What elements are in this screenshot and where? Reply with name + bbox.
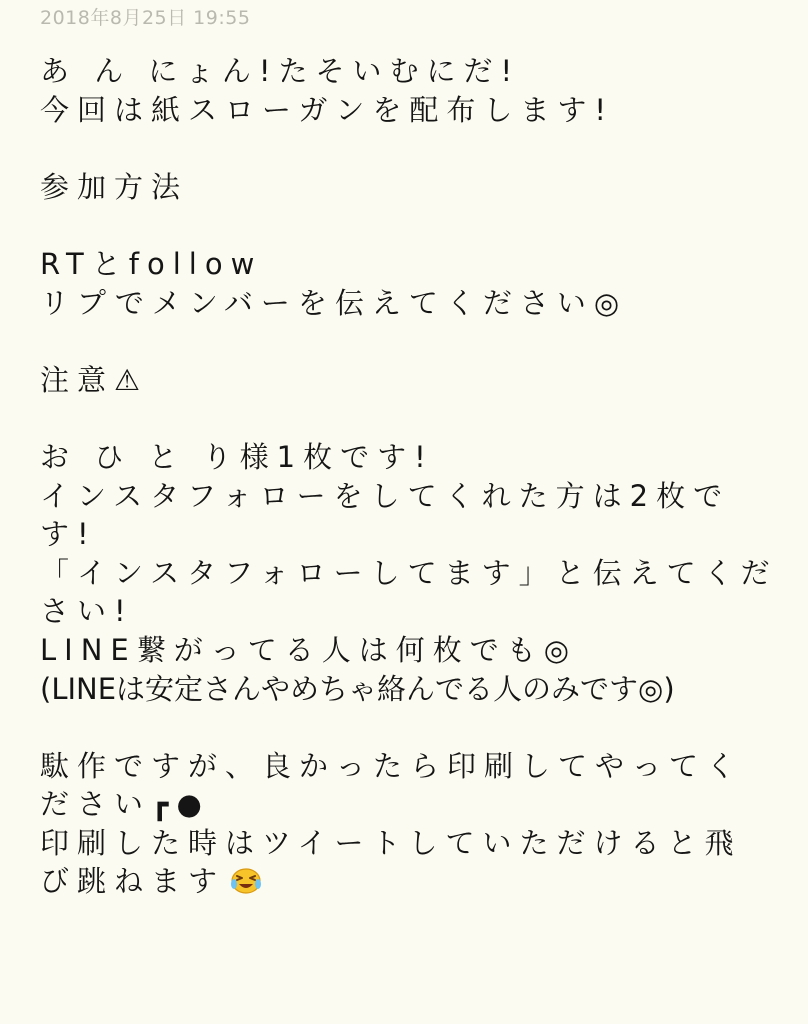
memo-line: 駄作ですが、良かったら印刷してやってく xyxy=(40,748,744,783)
memo-line: ださい┏● xyxy=(40,787,210,822)
crying-laughing-emoji-icon xyxy=(229,865,263,895)
memo-blank-line xyxy=(40,129,770,168)
memo-line: RTとfollow xyxy=(40,246,263,281)
memo-blank-line xyxy=(40,708,770,747)
memo-line: あ ん にょん!たそいむにだ! xyxy=(40,54,521,88)
memo-line: さい! xyxy=(40,594,134,629)
memo-line: 参加方法 xyxy=(40,169,189,204)
memo-line: お ひ と り様1枚です! xyxy=(40,439,434,474)
memo-line: 今回は紙スローガンを配布します! xyxy=(40,92,615,127)
memo-line: す! xyxy=(40,517,97,552)
memo-line: (LINEは安定さんやめちゃ絡んでる人のみです◎) xyxy=(40,671,675,706)
memo-line-last xyxy=(40,862,770,901)
memo-line: インスタフォローをしてくれた方は2枚で xyxy=(40,478,731,513)
memo-line-text: び跳ねます xyxy=(40,864,226,899)
memo-blank-line xyxy=(40,322,770,361)
memo-body[interactable] xyxy=(40,52,778,901)
memo-line: リプでメンバーを伝えてください◎ xyxy=(40,285,628,320)
memo-timestamp: 2018年8月25日 19:55 xyxy=(40,7,251,29)
memo-blank-line xyxy=(40,399,770,438)
memo-line: LINE繋がってる人は何枚でも◎ xyxy=(40,632,578,667)
memo-line: 「インスタフォローしてます」と伝えてくだ xyxy=(40,555,778,590)
memo-blank-line xyxy=(40,206,770,245)
memo-line: 印刷した時はツイートしていただけると飛 xyxy=(40,825,742,860)
memo-line: 注意⚠ xyxy=(40,362,148,397)
